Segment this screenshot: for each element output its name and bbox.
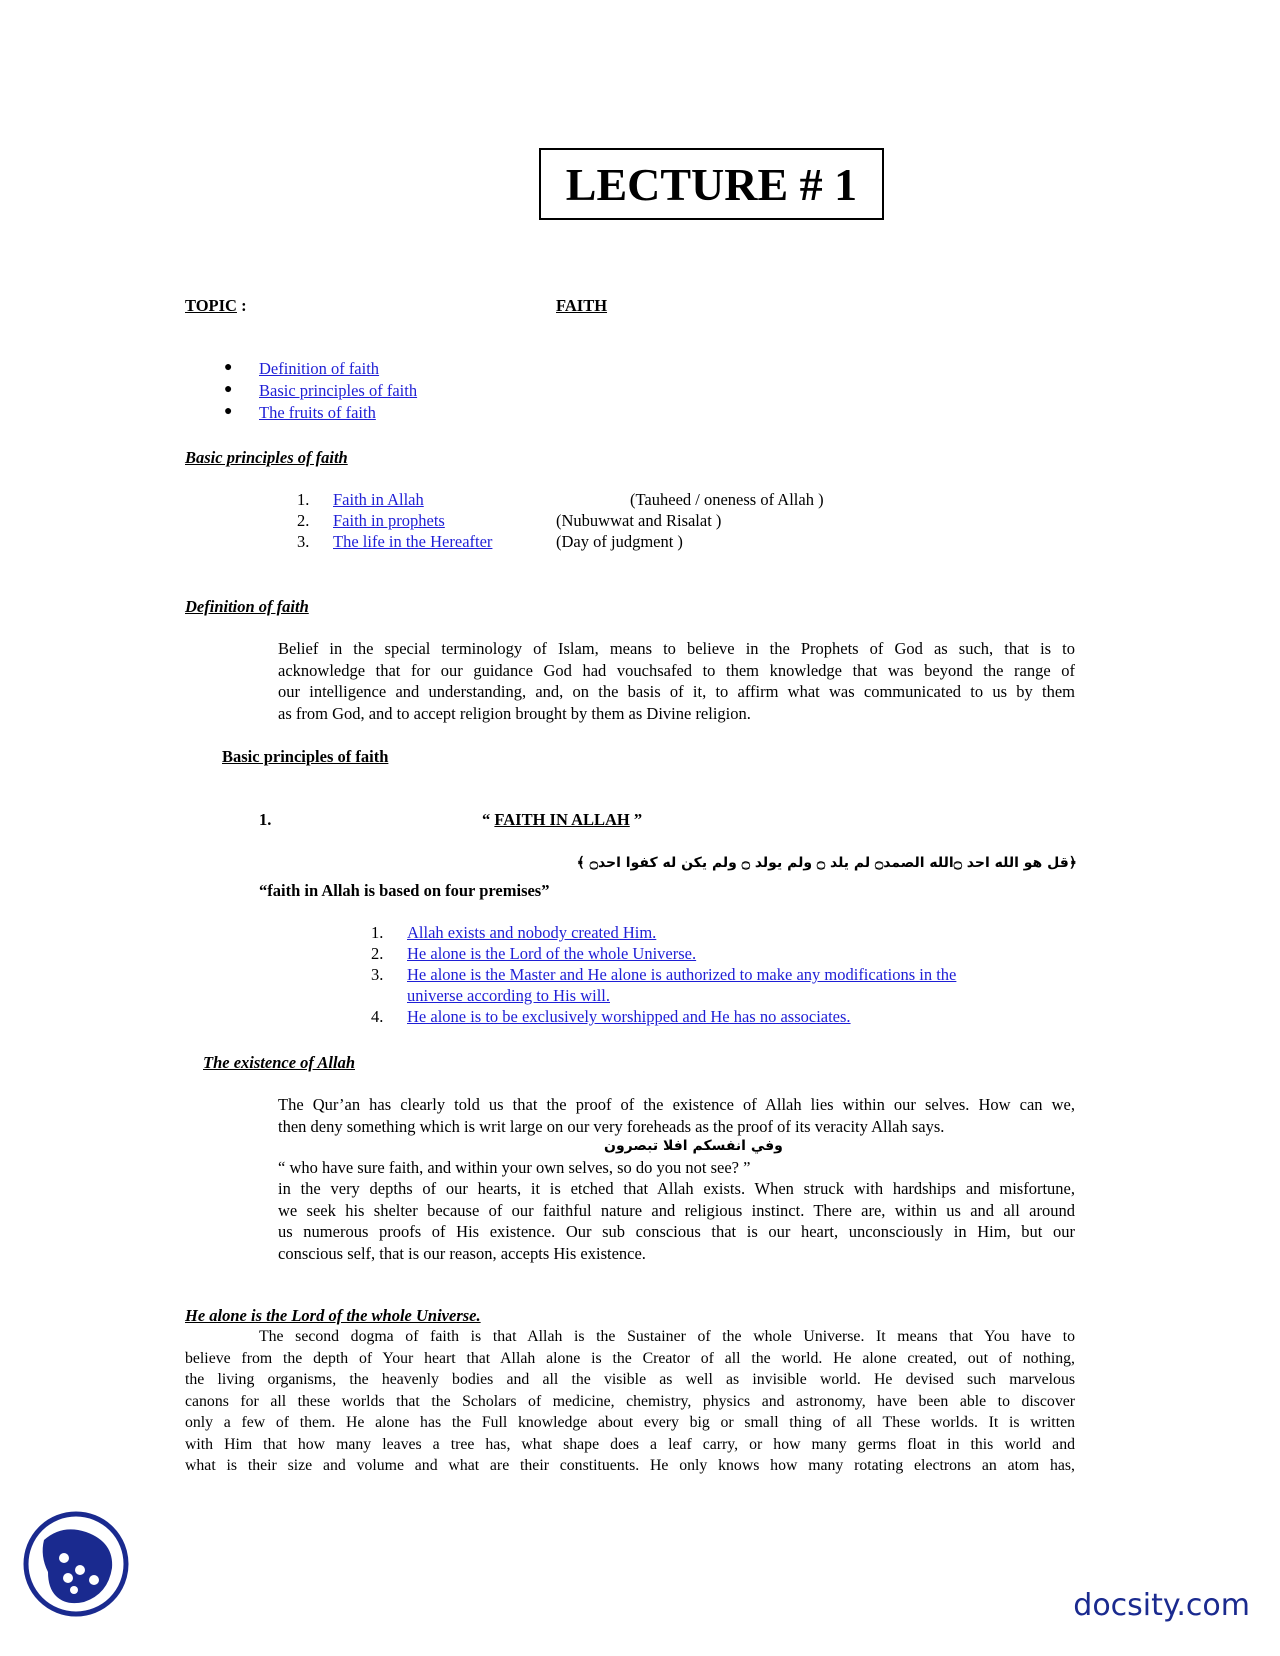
existence-paragraph <box>278 1094 1075 1137</box>
premise-link-4[interactable]: He alone is to be exclusively worshipped and He has no associates. <box>407 1007 851 1026</box>
lord-heading: He alone is the Lord of the whole Universe. <box>185 1306 481 1325</box>
existence-line: we seek his shelter because of our faithful nature and religious instinct. There are, within us and all around <box>278 1200 1075 1220</box>
principle-number: 1. <box>297 490 310 509</box>
toc-link-fruits[interactable]: The fruits of faith <box>259 403 376 422</box>
premise-number: 2. <box>371 944 384 963</box>
existence-line: in the very depths of our hearts, it is etched that Allah exists. When struck with hardships and misfortune, <box>278 1179 1075 1198</box>
docsity-logo-icon[interactable] <box>22 1510 130 1618</box>
existence-line: conscious self, that is our reason, accepts His existence. <box>278 1243 646 1263</box>
bullet-icon: ● <box>224 382 233 397</box>
existence-arabic: وفي انفسكم افلا تبصرون <box>604 1138 783 1154</box>
premise-link-3[interactable]: He alone is the Master and He alone is authorized to make any modifications in the <box>407 965 957 984</box>
topic-label: TOPIC <box>185 296 237 315</box>
fia-label: FAITH IN ALLAH <box>494 810 630 829</box>
bpf-heading: Basic principles of faith <box>185 448 348 467</box>
arabic-verse: ﴿قل هو الله احد ۝الله الصمد۝ لم يلد ۝ ولم يولد ۝ ولم يكن له كفوا احد۝ ﴾ <box>576 855 1077 871</box>
lord-line: what is their size and volume and what are their constituents. He only knows how many rotating electrons an atom has, <box>185 1457 1075 1474</box>
premise-link-3-cont[interactable]: universe according to His will. <box>407 986 610 1005</box>
principle-number: 2. <box>297 511 310 530</box>
lord-line: The second dogma of faith is that Allah is the Sustainer of the whole Universe. It means that You have to <box>259 1328 1075 1345</box>
bpf-heading-2: Basic principles of faith <box>222 747 389 766</box>
definition-paragraph <box>278 638 1075 724</box>
lord-line: believe from the depth of Your heart that Allah alone is the Creator of all the world. He alone created, out of nothing, <box>185 1349 1075 1367</box>
bullet-icon: ● <box>224 404 233 419</box>
lord-line: the living organisms, the heavenly bodies and all the visible as well as invisible world. He devised such marvelous <box>185 1371 1075 1388</box>
lecture-title: LECTURE # 1 <box>539 148 884 220</box>
definition-line: as from God, and to accept religion brought by them as Divine religion. <box>278 703 751 723</box>
premise-number: 1. <box>371 923 384 942</box>
premise-link-2[interactable]: He alone is the Lord of the whole Universe. <box>407 944 697 963</box>
principle-note: (Nubuwwat and Risalat ) <box>556 511 722 530</box>
topic-colon: : <box>241 296 247 315</box>
bullet-icon: ● <box>224 360 233 375</box>
toc-link-definition[interactable]: Definition of faith <box>259 359 380 378</box>
lord-line: canons for all these worlds that the Scholars of medicine, chemistry, physics and astronomy, have been able to discover <box>185 1392 1075 1410</box>
definition-line: acknowledge that for our guidance God had vouchsafed to them knowledge that was beyond the range of <box>278 660 1075 680</box>
premises-heading: “faith in Allah is based on four premises” <box>259 881 550 900</box>
toc-link-principles[interactable]: Basic principles of faith <box>259 381 418 400</box>
principle-note: (Day of judgment ) <box>556 532 683 551</box>
close-quote: ” <box>633 810 643 829</box>
existence-line: us numerous proofs of His existence. Our sub conscious that is our heart, unconsciously in Him, but our <box>278 1222 1075 1241</box>
lord-line: only a few of them. He alone has the Full knowledge about every big or small thing of all These worlds. It is written <box>185 1414 1075 1431</box>
definition-line: Belief in the special terminology of Islam, means to believe in the Prophets of God as such, that is to <box>278 639 1075 658</box>
principle-link-prophets[interactable]: Faith in prophets <box>333 511 445 530</box>
topic-value: FAITH <box>556 296 608 315</box>
brand-wordmark[interactable]: docsity.com <box>1073 1588 1250 1623</box>
principle-note: (Tauheed / oneness of Allah ) <box>630 490 824 509</box>
existence-paragraph-2 <box>278 1178 1075 1264</box>
existence-line: then deny something which is writ large on our very foreheads as the proof of its veracity Allah says. <box>278 1116 945 1136</box>
principle-number: 3. <box>297 532 310 551</box>
lord-line: with Him that how many leaves a tree has, what shape does a leaf carry, or how many germs float in this world and <box>185 1435 1075 1453</box>
definition-heading: Definition of faith <box>185 597 309 616</box>
fia-heading <box>482 809 642 830</box>
existence-quote: “ who have sure faith, and within your own selves, so do you not see? ” <box>278 1158 751 1177</box>
premise-link-1[interactable]: Allah exists and nobody created Him. <box>407 923 657 942</box>
principle-link-hereafter[interactable]: The life in the Hereafter <box>333 532 493 551</box>
definition-line: our intelligence and understanding, and, on the basis of it, to affirm what was communicated to us by them <box>278 682 1075 701</box>
lord-paragraph <box>185 1326 1075 1477</box>
open-quote: “ <box>482 810 491 829</box>
premise-number: 3. <box>371 965 384 984</box>
premise-number: 4. <box>371 1007 384 1026</box>
fia-number: 1. <box>259 810 272 829</box>
existence-heading: The existence of Allah <box>203 1053 355 1072</box>
existence-line: The Qur’an has clearly told us that the proof of the existence of Allah lies within our selves. How can we, <box>278 1095 1075 1114</box>
principle-link-allah[interactable]: Faith in Allah <box>333 490 424 509</box>
topic-row <box>185 295 247 316</box>
